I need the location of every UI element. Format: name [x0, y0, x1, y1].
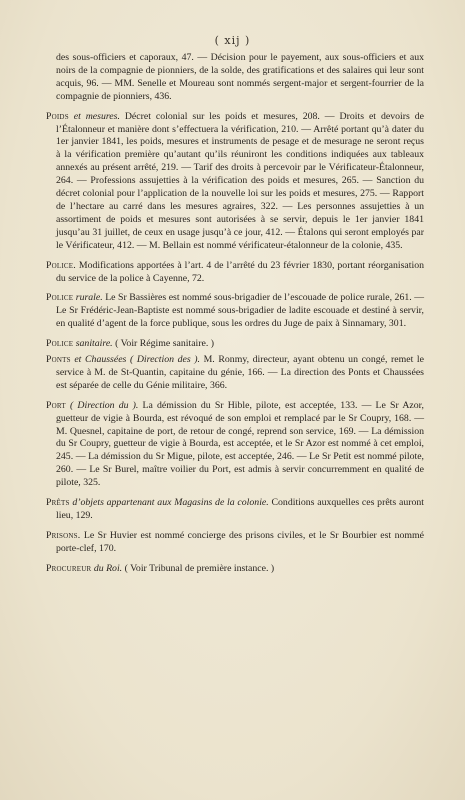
entry-heading: Procureur: [46, 562, 92, 574]
entry-text: Conditions auxquelles ces prêts auront lieu, 129.: [56, 497, 425, 521]
index-entry-police-sanitaire: [46, 338, 424, 351]
index-entry-police-rurale: [46, 292, 424, 331]
entry-text: Le Sr Bassières est nommé sous-brigadier de l’escouade de police rurale, 261. — Le Sr Frédéric-Jean-Baptiste est nommé sous-brigadier de ladite escouade et destiné à servir, en qualité d’agent de la force publique, sous les ordres du Juge de paix à Sinnamary, 301.: [56, 292, 424, 330]
entry-text: Le Sr Huvier est nommé concierge des prisons civiles, et le Sr Bourbier est nommé porte-clef, 170.: [56, 529, 424, 554]
entry-heading: Police: [46, 292, 74, 304]
entry-heading-italic: d’objets appartenant aux Magasins de la colonie.: [69, 497, 269, 509]
entry-text: ( Voir Tribunal de première instance. ): [122, 562, 275, 574]
entry-text: des sous-officiers et caporaux, 47. — Décision pour le payement, aux sous-officiers et aux noirs de la compagnie de pionniers, de la solde, des gratifications et des salaires qui leur sont acquis, 96. — MM. Senelle et Moureau sont nommés sergent-major et sergent-fourrier de la compagnie de pionniers, 436.: [56, 52, 424, 102]
entry-heading: Prisons.: [46, 529, 81, 541]
entry-heading-italic: sanitaire.: [73, 338, 113, 350]
index-entry-police: [46, 260, 424, 286]
index-entry-poids: [46, 111, 424, 253]
entry-text: Modifications apportées à l’art. 4 de l’arrêté du 23 février 1830, portant réorganisation du service de la police à Cayenne, 72.: [56, 259, 424, 284]
entry-text: M. Ronmy, directeur, ayant obtenu un congé, remet le service à M. de St-Quantin, capitaine du génie, 166. — La direction des Ponts et Chaussées est séparée de celle du Génie militaire, 366.: [56, 354, 424, 391]
entry-heading: Poids: [46, 110, 69, 122]
entry-heading-italic: du Roi.: [91, 562, 123, 574]
index-entry-ponts: [46, 354, 424, 393]
index-entry-procureur: [46, 563, 424, 576]
index-entry-port: [46, 400, 424, 490]
index-text: [46, 52, 424, 583]
entry-heading-italic: et mesures.: [68, 110, 120, 122]
index-entry-prisons: [46, 530, 424, 556]
index-entry-continuation: [46, 52, 424, 104]
entry-heading: Police: [46, 338, 74, 350]
entry-text: Décret colonial sur les poids et mesures, 208. — Droits et devoirs de l’Étalonneur et manière dont s’effectuera la vérification, 210. — Arrêté portant qu’à dater du 1er janvier 1841, les poids, mesures et instruments de pesage et de mesurage ne seront reçus à la vérification première qu’autant qu’ils réuniront les conditions indiquées aux tableaux annexés au présent arrêté, 219. — Tarif des droits à percevoir par le Vérificateur-Étalonneur, 264. — Professions assujetties à la vérification des poids et mesures, 265. — Sanction du décret colonial pour l’application de la nouvelle loi sur les poids et mesures, 275. — Rapport de l’hectare au carré dans les mesures agraires, 322. — Les personnes assujetties à un assortiment de poids et mesures sont autorisées à se servir, depuis le 1er janvier 1841 jusqu’au 31 juillet, de ceux en usage jusqu’à ce jour, 412. — Étalons qui seront employés par le Vérificateur, 412. — M. Bellain est nommé vérificateur-étalonneur de la colonie, 435.: [56, 110, 424, 251]
entry-heading: Ponts: [46, 354, 71, 366]
page-number: ( xij ): [214, 34, 251, 47]
entry-heading-italic: rurale.: [73, 292, 103, 304]
entry-heading-italic: ( Direction du ).: [65, 399, 139, 411]
entry-heading-italic: et Chaussées ( Direction des ).: [70, 354, 200, 366]
index-entry-prets: [46, 497, 424, 523]
entry-text: ( Voir Régime sanitaire. ): [112, 338, 215, 350]
entry-heading: Police.: [46, 259, 76, 271]
entry-text: La démission du Sr Hible, pilote, est acceptée, 133. — Le Sr Azor, guetteur de vigie à Bourda, est révoqué de son emploi et remplacé par le Sr Coupry, 168. — M. Quesnel, capitaine de port, de retour de congé, reprend son service, 169. — La démission du Sr Coupry, guetteur de vigie à Bourda, est acceptée, et le Sr Azor est nommé à cet emploi, 245. — La démission du Sr Migue, pilote, est acceptée, 246. — Le Sr Petit est nommé pilote, 260. — Le Sr Burel, maître voilier du Port, est admis à servir concurremment en qualité de pilote, 325.: [56, 399, 424, 489]
entry-heading: Prêts: [46, 497, 70, 509]
entry-heading: Port: [46, 399, 66, 411]
